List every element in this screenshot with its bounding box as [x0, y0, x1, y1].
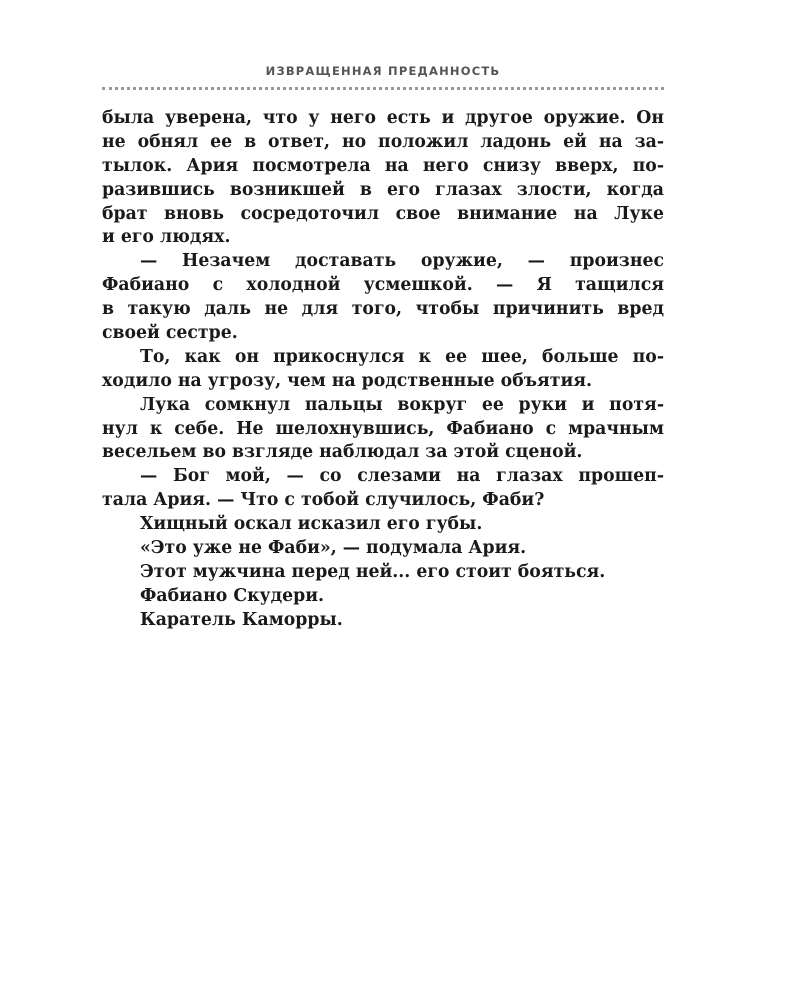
body-text [102, 107, 664, 633]
text-line: Этот мужчина перед ней... его стоит бояться. [140, 561, 606, 582]
running-header: ИЗВРАЩЕННАЯ ПРЕДАННОСТЬ [265, 64, 501, 78]
text-line: своей сестре. [102, 323, 238, 344]
text-line: тала Ария. — Что с тобой случилось, Фаби? [102, 490, 545, 511]
text-line: тылок. Ария посмотрела на него снизу вверх, по- [102, 155, 664, 176]
text-line: Фабиано Скудери. [140, 585, 325, 606]
text-line: была уверена, что у него есть и другое оружие. Он [102, 108, 664, 128]
text-line: Лука сомкнул пальцы вокруг ее руки и потя- [140, 394, 664, 415]
text-line: брат вновь сосредоточил свое внимание на Луке [102, 203, 664, 224]
text-line: и его людях. [102, 227, 231, 248]
text-line: весельем во взгляде наблюдал за этой сценой. [102, 442, 583, 463]
text-line: То, как он прикоснулся к ее шее, больше по- [140, 346, 664, 367]
text-line: разившись возникшей в его глазах злости, когда [102, 179, 664, 200]
text-line: нул к себе. Не шелохнувшись, Фабиано с мрачным [102, 418, 664, 439]
text-line: ходило на угрозу, чем на родственные объятия. [102, 370, 593, 391]
header-divider [102, 87, 664, 90]
text-line: — Незачем доставать оружие, — произнес [140, 251, 664, 272]
text-line: в такую даль не для того, чтобы причинить вред [102, 299, 664, 320]
text-line: Каратель Каморры. [140, 609, 343, 630]
text-line: — Бог мой, — со слезами на глазах прошеп- [140, 466, 664, 487]
text-line: «Это уже не Фаби», — подумала Ария. [140, 538, 527, 559]
text-line: не обнял ее в ответ, но положил ладонь ей на за- [102, 131, 664, 152]
text-line: Фабиано с холодной усмешкой. — Я тащился [102, 275, 664, 296]
text-line: Хищный оскал исказил его губы. [140, 514, 483, 535]
